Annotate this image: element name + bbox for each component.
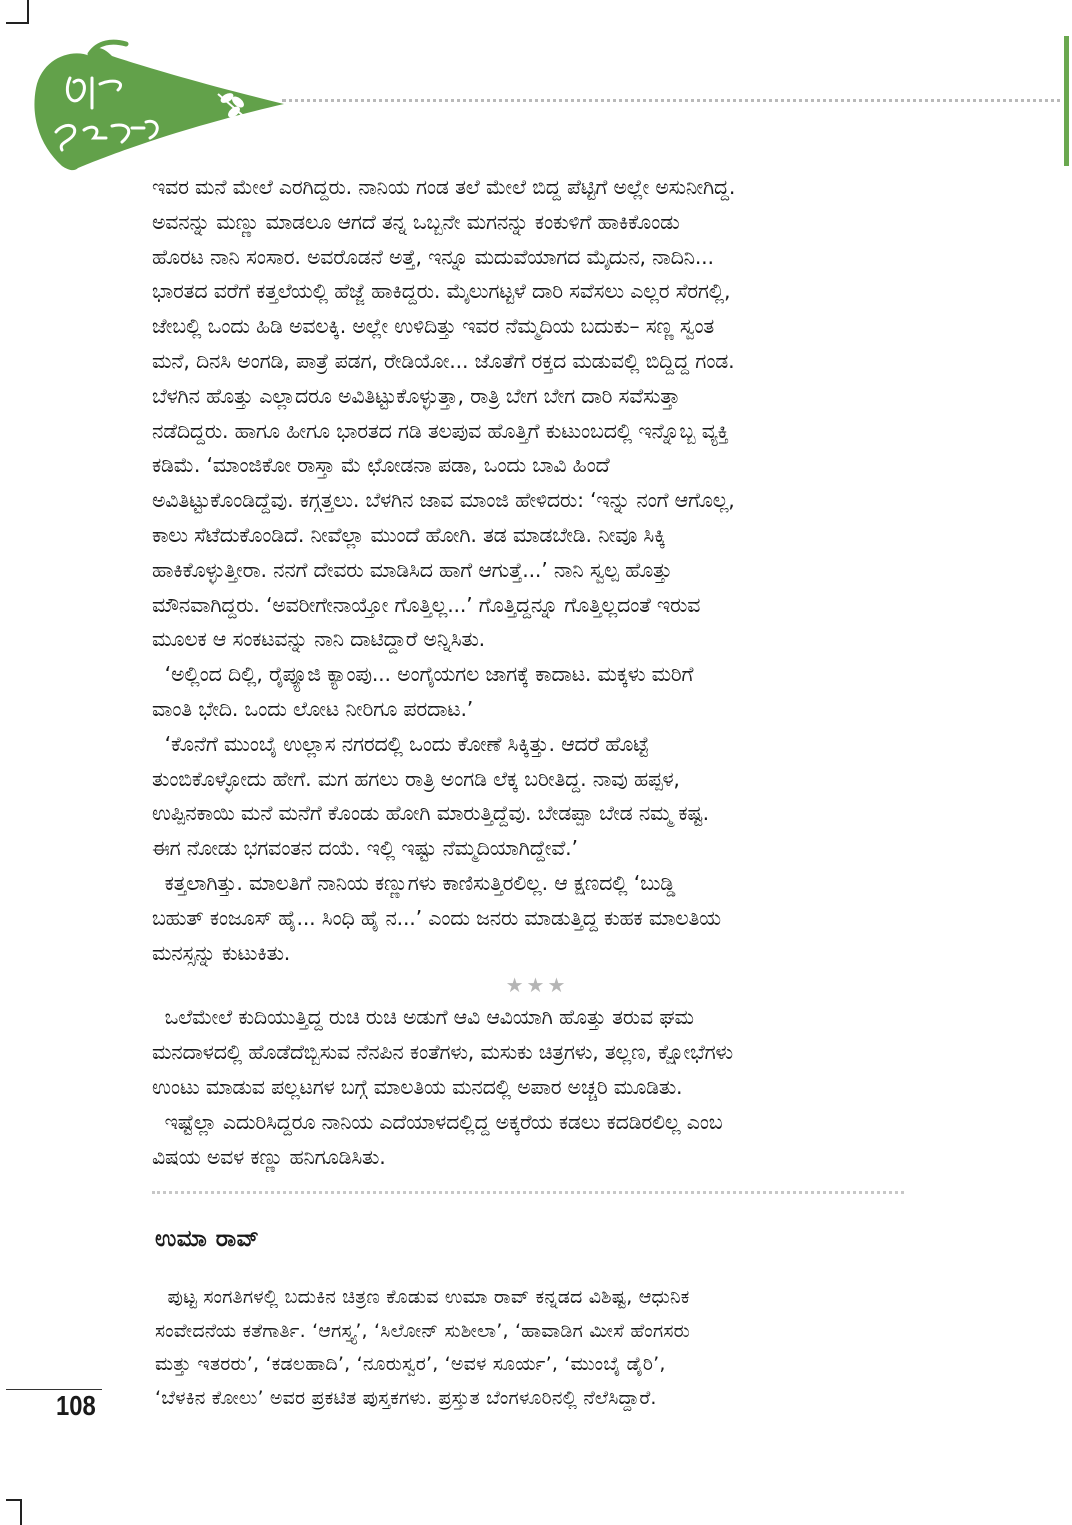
story-line: ಉಂಟು ಮಾಡುವ ಪಲ್ಲಟಗಳ ಬಗ್ಗೆ ಮಾಲತಿಯ ಮನದಲ್ಲಿ ಅಪಾರ ಅಚ್ಚರಿ ಮೂಡಿತು. — [152, 1074, 683, 1099]
story-line: ವಾಂತಿ ಭೇದಿ. ಒಂದು ಲೋಟ ನೀರಿಗೂ ಪರದಾಟ.’ — [152, 696, 474, 721]
story-line: ಭಾರತದ ವರೆಗೆ ಕತ್ತಲೆಯಲ್ಲಿ ಹೆಜ್ಜೆ ಹಾಕಿದ್ದರು. ಮೈಲುಗಟ್ಟಳೆ ದಾರಿ ಸವೆಸಲು ಎಲ್ಲರ ಸೆರಗಲ್ಲಿ, — [152, 279, 731, 304]
crop-mark-top-left — [27, 0, 29, 24]
story-line: ಕಡಿಮೆ. ‘ಮಾಂಜಿಕೋ ರಾಸ್ತಾ ಮೆ ಛೋಡನಾ ಪಡಾ, ಒಂದು ಬಾವಿ ಹಿಂದೆ — [152, 453, 610, 478]
story-line: ಅವನನ್ನು ಮಣ್ಣು ಮಾಡಲೂ ಆಗದೆ ತನ್ನ ಒಬ್ಬನೇ ಮಗನನ್ನು ಕಂಕುಳಿಗೆ ಹಾಕಿಕೊಂಡು — [152, 209, 680, 234]
bio-line: ಮತ್ತು ಇತರರು’, ‘ಕಡಲಹಾದಿ’, ‘ನೂರುಸ್ವರ’, ‘ಅವಳ ಸೂರ್ಯ’, ‘ಮುಂಬೈ ಡೈರಿ’, — [155, 1353, 666, 1375]
bio-line: ಸಂವೇದನೆಯ ಕತೆಗಾರ್ತಿ. ‘ಆಗಸ್ತ್ಯ’, ‘ಸಿಲೋನ್ ಸುಶೀಲಾ’, ‘ಹಾವಾಡಿಗ ಮೀಸೆ ಹೆಂಗಸರು — [155, 1319, 690, 1342]
story-line: ವಿಷಯ ಅವಳ ಕಣ್ಣು ಹನಿಗೂಡಿಸಿತು. — [152, 1144, 386, 1169]
author-bio — [155, 1281, 907, 1415]
story-line: ಮೌನವಾಗಿದ್ದರು. ‘ಅವರೀಗೇನಾಯ್ತೋ ಗೊತ್ತಿಲ್ಲ...’ ಗೊತ್ತಿದ್ದನ್ನೂ ಗೊತ್ತಿಲ್ಲದಂತೆ ಇರುವ — [152, 592, 701, 617]
story-line: ಅವಿತಿಟ್ಟುಕೊಂಡಿದ್ದೆವು. ಕಗ್ಗತ್ತಲು. ಬೆಳಗಿನ ಜಾವ ಮಾಂಜಿ ಹೇಳಿದರು: ‘ಇನ್ನು ನಂಗೆ ಆಗೊಲ್ಲ, — [152, 488, 735, 513]
story-line: ಬಹುತ್ ಕಂಜೂಸ್ ಹೈ... ಸಿಂಧಿ ಹೈ ನ...’ ಎಂದು ಜನರು ಮಾಡುತ್ತಿದ್ದ ಕುಹಕ ಮಾಲತಿಯ — [152, 905, 721, 930]
story-line: ಇವರ ಮನೆ ಮೇಲೆ ಎರಗಿದ್ದರು. ನಾನಿಯ ಗಂಡ ತಲೆ ಮೇಲೆ ಬಿದ್ದ ಪೆಟ್ಟಿಗೆ ಅಲ್ಲೇ ಅಸುನೀಗಿದ್ದ. — [152, 175, 736, 199]
header-dotted-rule — [282, 99, 1068, 102]
author-name: ಉಮಾ ರಾವ್ — [155, 1226, 260, 1252]
story-line: ಮೂಲಕ ಆ ಸಂಕಟವನ್ನು ನಾನಿ ದಾಟಿದ್ದಾರೆ ಅನ್ನಿಸಿತು. — [152, 627, 485, 652]
story-line: ಉಪ್ಪಿನಕಾಯಿ ಮನೆ ಮನೆಗೆ ಕೊಂಡು ಹೋಗಿ ಮಾರುತ್ತಿದ್ದೆವು. ಬೇಡಪ್ಪಾ ಬೇಡ ನಮ್ಮ ಕಷ್ಟ. — [152, 801, 709, 826]
story-line: ಇಷ್ಟೆಲ್ಲಾ ಎದುರಿಸಿದ್ದರೂ ನಾನಿಯ ಎದೆಯಾಳದಲ್ಲಿದ್ದ ಅಕ್ಕರೆಯ ಕಡಲು ಕದಡಿರಲಿಲ್ಲ ಎಂಬ — [152, 1109, 723, 1134]
story-line: ‘ಕೊನೆಗೆ ಮುಂಬೈ ಉಲ್ಲಾಸ ನಗರದಲ್ಲಿ ಒಂದು ಕೋಣೆ ಸಿಕ್ಕಿತ್ತು. ಆದರೆ ಹೊಟ್ಟೆ — [152, 731, 649, 756]
story-line: ಮನೆ, ದಿನಸಿ ಅಂಗಡಿ, ಪಾತ್ರೆ ಪಡಗ, ರೇಡಿಯೋ... ಜೊತೆಗೆ ರಕ್ತದ ಮಡುವಲ್ಲಿ ಬಿದ್ದಿದ್ದ ಗಂಡ. — [152, 348, 735, 373]
story-line: ಮನದಾಳದಲ್ಲಿ ಹೊಡೆದೆಬ್ಬಿಸುವ ನೆನಪಿನ ಕಂತೆಗಳು, ಮಸುಕು ಚಿತ್ರಗಳು, ತಲ್ಲಣ, ಕ್ಷೋಭೆಗಳು — [152, 1040, 733, 1065]
section-break-stars: ★★★ — [505, 973, 569, 998]
story-line: ಬೆಳಗಿನ ಹೊತ್ತು ಎಲ್ಲಾದರೂ ಅವಿತಿಟ್ಟುಕೊಳ್ಳುತ್ತಾ, ರಾತ್ರಿ ಬೇಗ ಬೇಗ ದಾರಿ ಸವೆಸುತ್ತಾ — [152, 383, 680, 408]
crop-mark-bottom-left-v — [20, 1499, 22, 1525]
story-line: ತುಂಬಿಕೊಳ್ಳೋದು ಹೇಗೆ. ಮಗ ಹಗಲು ರಾತ್ರಿ ಅಂಗಡಿ ಲೆಕ್ಕ ಬರೀತಿದ್ದ. ನಾವು ಹಪ್ಪಳ, — [152, 766, 680, 791]
page-number: 108 — [56, 1390, 96, 1421]
crop-mark-top-left-h — [6, 22, 29, 24]
story-line: ಜೇಬಲ್ಲಿ ಒಂದು ಹಿಡಿ ಅವಲಕ್ಕಿ. ಅಲ್ಲೇ ಉಳಿದಿತ್ತು ಇವರ ನೆಮ್ಮದಿಯ ಬದುಕು– ಸಣ್ಣ ಸ್ವಂತ — [152, 314, 715, 339]
story-line: ಕತ್ತಲಾಗಿತ್ತು. ಮಾಲತಿಗೆ ನಾನಿಯ ಕಣ್ಣುಗಳು ಕಾಣಿಸುತ್ತಿರಲಿಲ್ಲ. ಆ ಕ್ಷಣದಲ್ಲಿ ‘ಬುಡ್ಡಿ — [152, 870, 676, 895]
section-leaf-badge — [22, 38, 292, 178]
story-line: ಹೊರಟ ನಾನಿ ಸಂಸಾರ. ಅವರೊಡನೆ ಅತ್ತೆ, ಇನ್ನೂ ಮದುವೆಯಾಗದ ಮೈದುನ, ನಾದಿನಿ... — [152, 244, 714, 269]
story-line: ಒಲೆಮೇಲೆ ಕುದಿಯುತ್ತಿದ್ದ ರುಚಿ ರುಚಿ ಅಡುಗೆ ಆವಿ ಆವಿಯಾಗಿ ಹೊತ್ತು ತರುವ ಘಮ — [152, 1005, 694, 1030]
bio-line: ‘ಬೆಳಕಿನ ಕೋಲು’ ಅವರ ಪ್ರಕಟಿತ ಪುಸ್ತಕಗಳು. ಪ್ರಸ್ತುತ ಬೆಂಗಳೂರಿನಲ್ಲಿ ನೆಲೆಸಿದ್ದಾರೆ. — [155, 1386, 657, 1409]
story-line: ‘ಅಲ್ಲಿಂದ ದಿಲ್ಲಿ, ರೈಪ್ಯೂಜಿ ಕ್ಯಾಂಪು... ಅಂಗೈಯಗಲ ಜಾಗಕ್ಕೆ ಕಾದಾಟ. ಮಕ್ಕಳು ಮರಿಗೆ — [152, 662, 694, 687]
story-body — [152, 170, 912, 1174]
story-line: ಮನಸ್ಸನ್ನು ಕುಟುಕಿತು. — [152, 940, 291, 965]
bio-line: ಪುಟ್ಟ ಸಂಗತಿಗಳಲ್ಲಿ ಬದುಕಿನ ಚಿತ್ರಣ ಕೊಡುವ ಉಮಾ ರಾವ್ ಕನ್ನಡದ ವಿಶಿಷ್ಟ, ಆಧುನಿಕ — [155, 1286, 690, 1308]
author-section-divider — [152, 1191, 904, 1194]
story-line: ಹಾಕಿಕೊಳ್ಳುತ್ತೀರಾ. ನನಗೆ ದೇವರು ಮಾಡಿಸಿದ ಹಾಗೆ ಆಗುತ್ತೆ...’ ನಾನಿ ಸ್ವಲ್ಪ ಹೊತ್ತು — [152, 557, 672, 582]
story-line: ಕಾಲು ಸೆಟೆದುಕೊಂಡಿದೆ. ನೀವೆಲ್ಲಾ ಮುಂದೆ ಹೋಗಿ. ತಡ ಮಾಡಬೇಡಿ. ನೀವೂ ಸಿಕ್ಕಿ — [152, 522, 666, 547]
section-edge-tab — [1064, 36, 1069, 166]
story-line: ಈಗ ನೋಡು ಭಗವಂತನ ದಯೆ. ಇಲ್ಲಿ ಇಷ್ಟು ನೆಮ್ಮದಿಯಾಗಿದ್ದೇವೆ.’ — [152, 836, 578, 861]
story-line: ನಡೆದಿದ್ದರು. ಹಾಗೂ ಹೀಗೂ ಭಾರತದ ಗಡಿ ತಲಪುವ ಹೊತ್ತಿಗೆ ಕುಟುಂಬದಲ್ಲಿ ಇನ್ನೊಬ್ಬ ವ್ಯಕ್ತಿ — [152, 418, 729, 443]
